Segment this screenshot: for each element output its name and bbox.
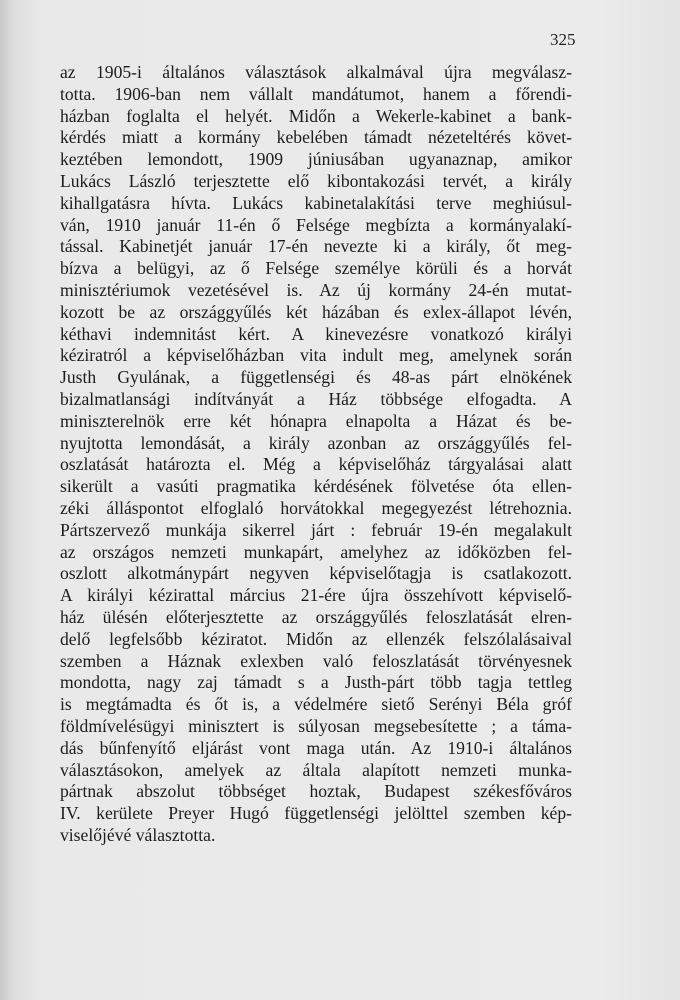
text-line: delő legfelsőbb kéziratot. Midőn az ellenzék felszólalásaival <box>60 628 572 649</box>
text-line: oszlatását határozta el. Még a képviselőház tárgyalásai alatt <box>60 454 572 475</box>
text-line: minisztériumok vezetésével is. Az új kormány 24-én mutat- <box>60 279 572 300</box>
text-line: sikerült a vasúti pragmatika kérdésének fölvetése óta ellen- <box>60 476 572 497</box>
text-line: az országos nemzeti munkapárt, amelyhez az időközben fel- <box>60 541 572 562</box>
text-line: ház ülésén előterjesztette az országgyűlés feloszlatását elren- <box>60 606 572 627</box>
text-line: kéziratról a képviselőházban vita indult meg, amelynek során <box>60 345 572 366</box>
text-line: Lukács László terjesztette elő kibontakozási tervét, a király <box>60 170 572 191</box>
text-line: pártnak abszolut többséget hoztak, Budapest székesfőváros <box>60 781 572 802</box>
text-line: kihallgatásra hívta. Lukács kabinetalakítási terve meghiúsul- <box>60 192 572 213</box>
text-line: tással. Kabinetjét január 17-én nevezte ki a király, őt meg- <box>60 236 572 257</box>
text-line: szemben a Háznak exlexben való feloszlatását törvényesnek <box>60 650 572 671</box>
text-line: is megtámadta és őt is, a védelmére siető Serényi Béla gróf <box>60 694 572 715</box>
text-line: az 1905-i általános választások alkalmával újra megválasz- <box>60 62 572 82</box>
text-line: IV. kerülete Preyer Hugó függetlenségi jelölttel szemben kép- <box>60 803 572 824</box>
body-text <box>60 62 572 847</box>
text-line: A királyi kézirattal március 21-ére újra összehívott képviselő- <box>60 585 572 606</box>
text-line: bizalmatlansági indítványát a Ház többsége elfogadta. A <box>60 388 572 409</box>
text-line: totta. 1906-ban nem vállalt mandátumot, hanem a főrendi- <box>60 83 572 104</box>
text-line: viselőjévé választotta. <box>60 824 216 845</box>
text-line: választásokon, amelyek az általa alapított nemzeti munka- <box>60 759 572 780</box>
text-line: Pártszervező munkája sikerrel járt : február 19-én megalakult <box>60 519 572 540</box>
text-line: mondotta, nagy zaj támadt s a Justh-párt több tagja tettleg <box>60 672 572 693</box>
text-line: földmívelésügyi minisztert is súlyosan megsebesítette ; a táma- <box>60 715 572 736</box>
text-line: Justh Gyulának, a függetlenségi és 48-as párt elnökének <box>60 367 572 388</box>
text-line: zéki álláspontot elfoglaló horvátokkal megegyezést létrehoznia. <box>60 497 572 518</box>
text-line: dás bűnfenyítő eljárást vont maga után. Az 1910-i általános <box>60 737 572 758</box>
text-line: ván, 1910 január 11-én ő Felsége megbízta a kormányalakí- <box>60 214 572 235</box>
text-line: bízva a belügyi, az ő Felsége személye körüli és a horvát <box>60 258 572 279</box>
page-number: 325 <box>550 30 576 49</box>
text-line: kérdés miatt a kormány kebelében támadt nézeteltérés követ- <box>60 127 572 148</box>
text-line: házban foglalta el helyét. Midőn a Wekerle-kabinet a bank- <box>60 105 572 126</box>
text-line: nyujtotta lemondását, a király azonban az országgyűlés fel- <box>60 432 572 453</box>
text-line: kéthavi indemnitást kért. A kinevezésre vonatkozó királyi <box>60 323 572 344</box>
text-line: kozott be az országgyűlés két házában és exlex-állapot lévén, <box>60 301 572 322</box>
text-line: oszlott alkotmánypárt negyven képviselőtagja is csatlakozott. <box>60 563 572 584</box>
text-line: keztében lemondott, 1909 júniusában ugyanaznap, amikor <box>60 149 572 170</box>
text-line: miniszterelnök erre két hónapra elnapolta a Házat és be- <box>60 410 572 431</box>
